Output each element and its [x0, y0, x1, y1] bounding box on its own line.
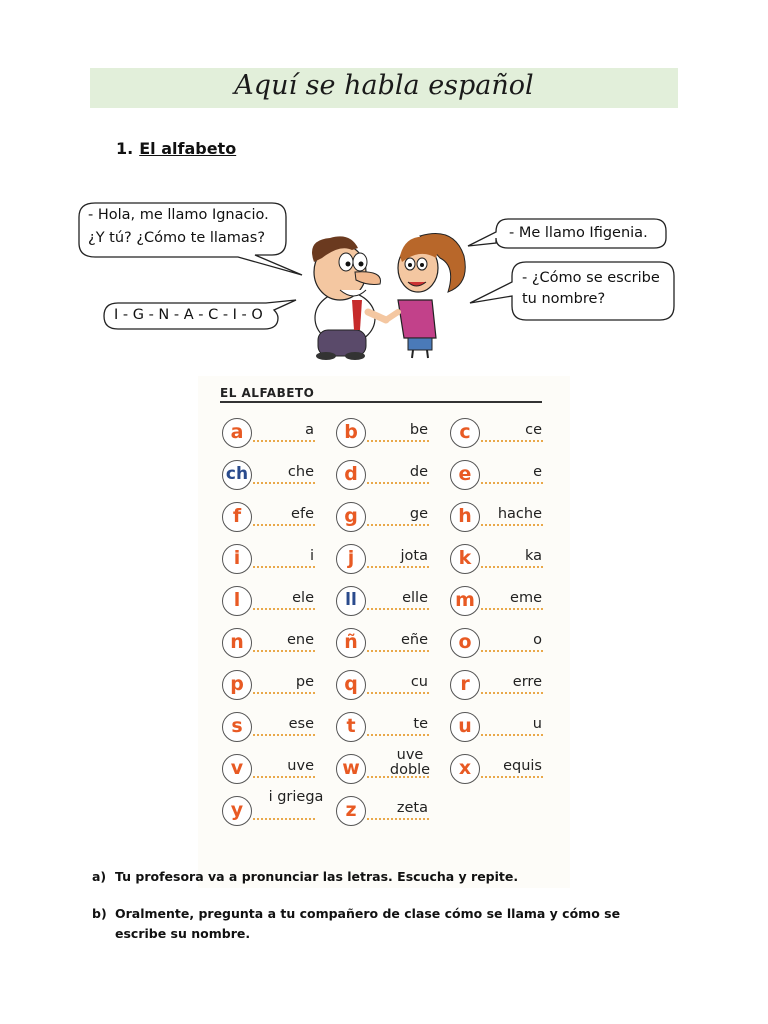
letter-name-q: cu — [410, 674, 428, 690]
letter-name-j: jota — [400, 548, 428, 564]
letter-dotted-line — [481, 650, 543, 652]
letter-u: u — [450, 712, 480, 742]
ignacio-greeting-line2: ¿Y tú? ¿Cómo te llamas? — [88, 230, 266, 246]
letter-x: x — [450, 754, 480, 784]
letter-ch: ch — [222, 460, 252, 490]
letter-dotted-line — [367, 524, 429, 526]
letter-k: k — [450, 544, 480, 574]
letter-dotted-line — [253, 776, 315, 778]
letter-name-u: u — [532, 716, 542, 732]
letter-dotted-line — [481, 440, 543, 442]
letter-name-v: uve — [287, 758, 314, 774]
question-line1: - ¿Cómo se escribe — [522, 270, 660, 286]
letter-m: m — [450, 586, 480, 616]
letter-dotted-line — [481, 692, 543, 694]
letter-ñ: ñ — [336, 628, 366, 658]
letter-name-t: te — [413, 716, 428, 732]
letter-l: l — [222, 586, 252, 616]
letter-name-h: hache — [497, 506, 542, 522]
letter-name-o: o — [533, 632, 542, 648]
letter-dotted-line — [481, 482, 543, 484]
letter-dotted-line — [253, 566, 315, 568]
letter-dotted-line — [253, 734, 315, 736]
letter-z: z — [336, 796, 366, 826]
letter-name-ch: che — [287, 464, 314, 480]
ifigenia-cartoon — [386, 234, 465, 359]
letter-dotted-line — [253, 608, 315, 610]
letter-dotted-line — [481, 524, 543, 526]
letter-d: d — [336, 460, 366, 490]
letter-b: b — [336, 418, 366, 448]
ignacio-greeting-line1: - Hola, me llamo Ignacio. — [88, 207, 269, 223]
letter-t: t — [336, 712, 366, 742]
task-b-text: Oralmente, pregunta a tu compañero de clase cómo se llama y cómo se escribe su nombre. — [115, 906, 621, 941]
letter-name-r: erre — [512, 674, 542, 690]
letter-name-s: ese — [288, 716, 314, 732]
letter-q: q — [336, 670, 366, 700]
letter-name-m: eme — [510, 590, 542, 606]
ignacio-cartoon — [312, 236, 386, 360]
letter-j: j — [336, 544, 366, 574]
letter-w: w — [336, 754, 366, 784]
letter-name-l: ele — [292, 590, 314, 606]
letter-dotted-line — [367, 566, 429, 568]
letter-a: a — [222, 418, 252, 448]
letter-name-b: be — [409, 422, 428, 438]
letter-name-n: ene — [286, 632, 314, 648]
letter-name-a: a — [305, 422, 314, 438]
letter-name-i: i — [309, 548, 314, 564]
letter-name-k: ka — [524, 548, 542, 564]
letter-name-f: efe — [291, 506, 314, 522]
letter-y: y — [222, 796, 252, 826]
letter-name-x: equis — [503, 758, 542, 774]
letter-name-z: zeta — [396, 800, 428, 816]
letter-dotted-line — [481, 734, 543, 736]
letter-f: f — [222, 502, 252, 532]
letter-name-d: de — [409, 464, 428, 480]
letter-dotted-line — [253, 650, 315, 652]
section-label: El alfabeto — [139, 139, 237, 158]
letter-name-ñ: eñe — [400, 632, 428, 648]
task-a-text: Tu profesora va a pronunciar las letras. Escucha y repite. — [115, 869, 519, 884]
letter-ll: ll — [336, 586, 366, 616]
letter-dotted-line — [367, 818, 429, 820]
question-line2: tu nombre? — [522, 291, 606, 307]
letter-dotted-line — [481, 566, 543, 568]
letter-dotted-line — [367, 734, 429, 736]
letter-dotted-line — [253, 692, 315, 694]
letter-name-g: ge — [409, 506, 428, 522]
section-number: 1. — [116, 139, 134, 158]
alphabet-title-rule — [220, 401, 542, 403]
letter-name-c: ce — [525, 422, 542, 438]
letter-dotted-line — [253, 482, 315, 484]
task-a-marker: a) — [92, 869, 107, 884]
letter-dotted-line — [253, 524, 315, 526]
letter-dotted-line — [367, 440, 429, 442]
alphabet-title: EL ALFABETO — [220, 386, 315, 400]
letter-name-p: pe — [295, 674, 314, 690]
task-b — [92, 904, 672, 944]
task-a — [92, 867, 692, 887]
letter-v: v — [222, 754, 252, 784]
letter-s: s — [222, 712, 252, 742]
letter-e: e — [450, 460, 480, 490]
ifigenia-reply: - Me llamo Ifigenia. — [509, 225, 648, 241]
letter-name-e: e — [533, 464, 542, 480]
letter-dotted-line — [367, 650, 429, 652]
letter-c: c — [450, 418, 480, 448]
letter-dotted-line — [481, 608, 543, 610]
page-title: Aquí se habla español — [234, 70, 534, 101]
letter-i: i — [222, 544, 252, 574]
letter-n: n — [222, 628, 252, 658]
letter-name-ll: elle — [402, 590, 428, 606]
letter-name-w: uve doble — [389, 747, 431, 778]
letter-g: g — [336, 502, 366, 532]
task-b-marker: b) — [92, 906, 107, 921]
spelling-text: I - G - N - A - C - I - O — [114, 307, 263, 323]
letter-r: r — [450, 670, 480, 700]
letter-h: h — [450, 502, 480, 532]
letter-name-y: i griega — [268, 789, 324, 805]
letter-dotted-line — [367, 482, 429, 484]
letter-p: p — [222, 670, 252, 700]
letter-dotted-line — [367, 608, 429, 610]
letter-dotted-line — [253, 440, 315, 442]
letter-dotted-line — [253, 818, 315, 820]
letter-dotted-line — [367, 692, 429, 694]
letter-dotted-line — [481, 776, 543, 778]
letter-o: o — [450, 628, 480, 658]
